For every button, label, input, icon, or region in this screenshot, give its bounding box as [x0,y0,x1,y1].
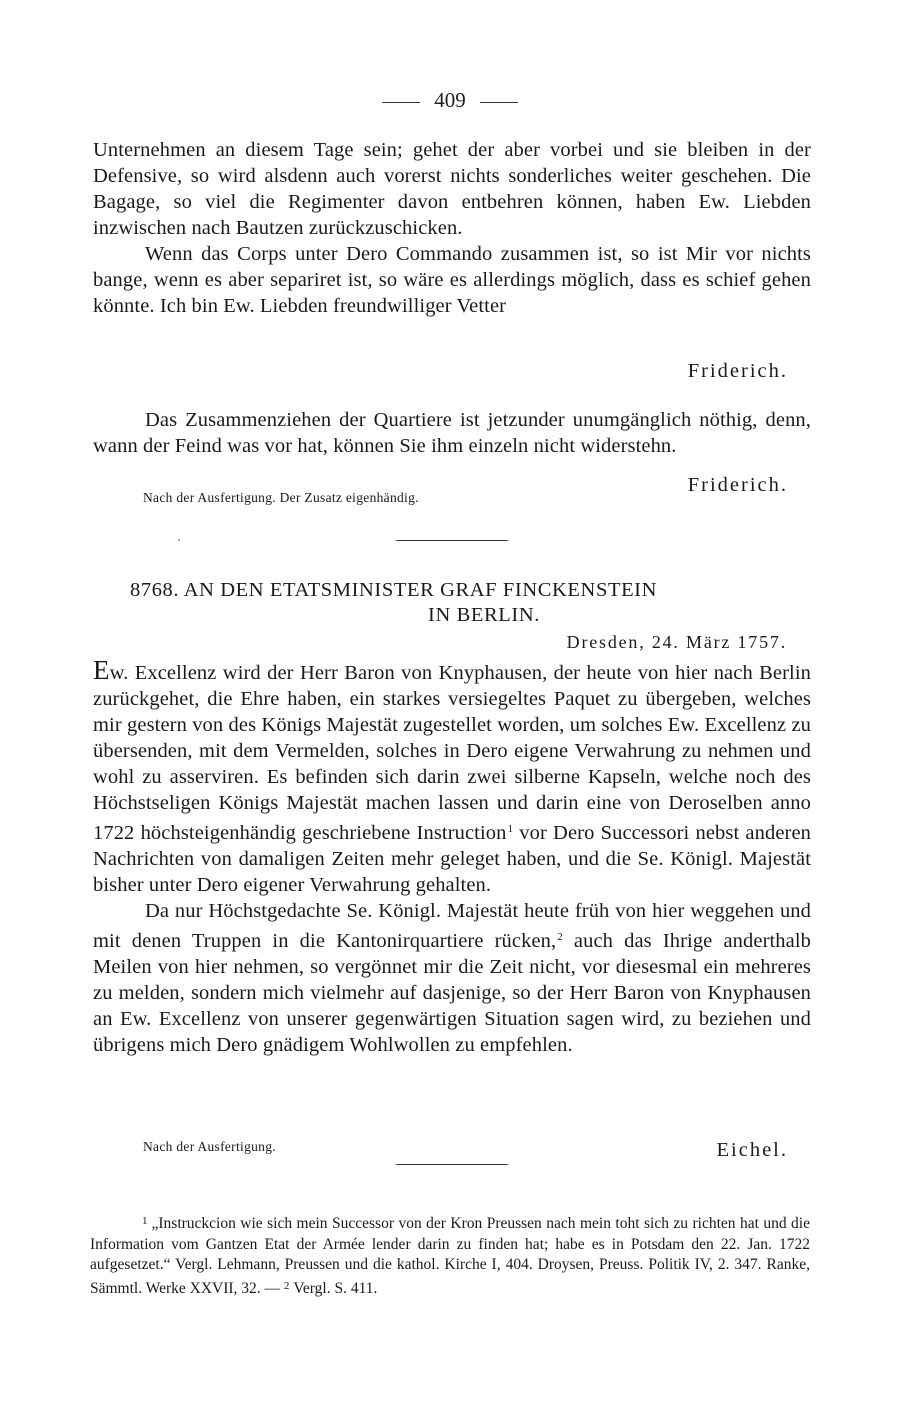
letter-body [93,657,811,1058]
source-note-2: Nach der Ausfertigung. [143,1139,276,1154]
postscript-paragraph: Das Zusammenziehen der Quartiere ist jetzunder unumgänglich nöthig, denn, wann der Feind was vor hat, können Sie ihm einzeln nicht widerstehn. [93,409,811,457]
page-header [0,88,900,113]
footnote-1-text: „Instruckcion wie sich mein Successor von der Kron Preussen nach mein toht sich zu richten hat und die Information vom Gantzen Etat der Armée lender darin zu finden hat; habe es in Potsdam den 22. Jan. 1722 aufgesetzet.“ Vergl. Lehmann, Preussen und die kathol. Kirche I, 404. Droysen, Preuss. Politik IV, 2. 347. Ranke, Sämmtl. Werke XXVII, 32. — [90,1215,810,1297]
postscript-text [93,407,811,459]
footnote-block [90,1211,810,1299]
letter-paragraph-2 [93,898,811,1058]
footnote-2-text: Vergl. S. 411. [293,1279,378,1297]
signature-friderich-2: Friderich. [687,474,788,496]
header-dash-left [382,102,420,103]
section-divider-1 [396,540,508,541]
header-dash-right [480,102,518,103]
footnotes [90,1211,810,1299]
section-divider-2 [396,1164,508,1165]
letter-heading [130,578,778,628]
signature-friderich-1: Friderich. [687,360,788,382]
source-note-1: Nach der Ausfertigung. Der Zusatz eigenhändig. [143,490,419,505]
footnote-2-number: 2 [283,1279,290,1292]
letter-paragraph-1-text-a: w. Excellenz wird der Herr Baron von Knyphausen, der heute von hier nach Berlin zurückgehet, die Ehre haben, ein starkes versiegeltes Paquet zu übergeben, welches mir gestern von des Königs Majestät zugestellet worden, um solches Ew. Excellenz zu übersenden, mit dem Vermelden, solches in Dero eigene Verwahrung zu nehmen und wohl zu asserviren. Es befinden sich darin zwei silberne Kapseln, welche noch des Höchstseligen Königs Majestät machen lassen und darin eine von Deroselben anno 1722 höchsteigenhändig geschriebene Instruction [93,662,811,844]
drop-cap: E [93,655,110,685]
letter-heading-line2: IN BERLIN. [428,604,540,626]
closing-paragraph: Wenn das Corps unter Dero Commando zusammen ist, so ist Mir vor nichts bange, wenn es aber separiret ist, so wäre es allerdings möglich, dass es schief gehen könnte. Ich bin Ew. Liebden freundwilliger Vetter [93,243,811,317]
letter-heading-line1: 8768. AN DEN ETATSMINISTER GRAF FINCKENSTEIN [130,579,658,601]
letter-paragraph-1-text-b: vor Dero Successori nebst anderen Nachrichten von damaligen Zeiten mehr geleget haben, und die Se. Königl. Majestät bisher unter Dero eigener Verwahrung gehalten. [93,822,811,896]
dateline: Dresden, 24. März 1757. [566,632,787,652]
letter-paragraph-1 [93,657,811,898]
page-number: 409 [434,88,466,112]
signature-eichel: Eichel. [716,1139,788,1161]
continuation-text [93,137,811,319]
letter-paragraph-2-text-a: Da nur Höchstgedachte Se. Königl. Majestät heute früh von hier weggehen und mit denen Truppen in die Kantonirquartiere rücken, [93,900,811,952]
stray-mark [178,539,180,541]
letter-paragraph-2-text-b: auch das Ihrige anderthalb Meilen von hier nehmen, so vergönnet mir die Zeit nicht, vor diesesmal ein mehreres zu melden, sondern mich vielmehr auf dasjenige, so der Herr Baron von Knyphausen an Ew. Excellenz von unserer gegenwärtigen Situation sagen wird, zu beziehen und übrigens mich Dero gnädigem Wohlwollen zu empfehlen. [93,930,811,1056]
continuation-paragraph: Unternehmen an diesem Tage sein; gehet der aber vorbei und sie bleiben in der Defensive, so wird alsdenn auch vorerst nichts sonderliches weiter geschehen. Die Bagage, so viel die Regimenter davon entbehren können, haben Ew. Liebden inzwischen nach Bautzen zurückzuschicken. [93,139,811,239]
footnote-marker-2: 2 [557,931,563,943]
footnote-marker-1: 1 [507,823,514,835]
footnote-1-number: 1 [142,1215,148,1227]
